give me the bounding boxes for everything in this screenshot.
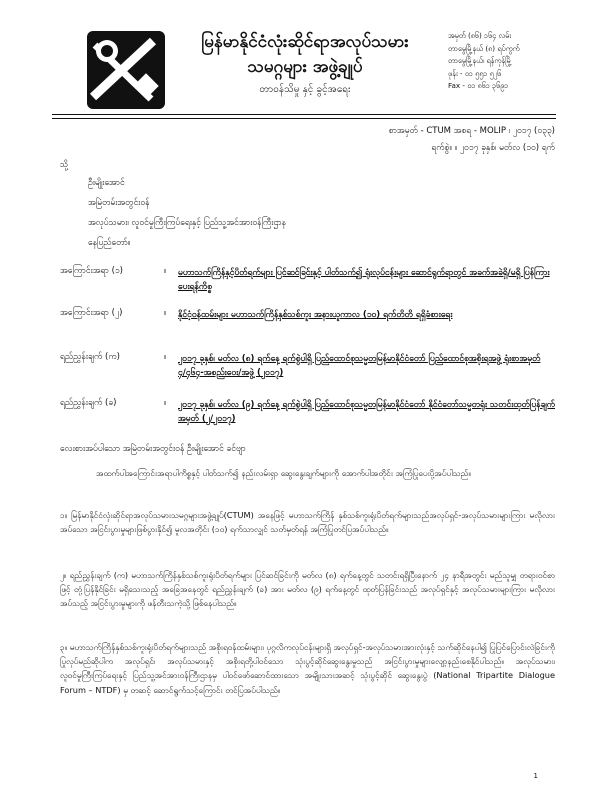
contact-address-3: တာမွေမြို့နယ်၊ ရန်ကုန်မြို့ <box>448 56 512 65</box>
paragraph-2: ၂။ ရည်ညွှန်းချက် (က) မဟာသက်ကြိန်နှစ်သစ်ကူးရုံးပိတ်ရက်များ ပြင်ဆင်ခြင်းကို မတ်လ (၈) ရက်နေ့တွင် သတင်းရရှိပြီးနောက် ၂၄ နာရီအတွင်း မည်သူမျှ တရားဝင်စာဖြင့် တုံ့ပြန်နိုင်ခြင်း မရှိသေးသည့် အခြေအနေတွင် ရည်ညွှန်းချက် (ခ) အား မတ်လ (၉) ရက်နေ့တွင် ထုတ်ပြန်ခြင်းသည် အလုပ်ရှင်နှင့် အလုပ်သမားများကြား မလိုလားအပ်သည့် အငြင်းပွားမှုများကို ဖန်တီးသကဲ့သို့ ဖြစ်နေပါသည်။ <box>60 570 555 609</box>
subject-2-colon: ။ <box>164 308 167 318</box>
paragraph-1: ၁။ မြန်မာနိုင်ငံလုံးဆိုင်ရာအလုပ်သမားသမဂ္ဂများအဖွဲ့ချုပ်(CTUM) အနေဖြင့် မဟာသက်ကြိန် နှစ်သစ်ကူးရုံးပိတ်ရက်များသည်အလုပ်ရှင်-အလုပ်သမားများကြား မလိုလားအပ်သော အငြင်းပွားမှုများဖြစ်ပွားနိုင်၍ မူလအတိုင်း (၁၀) ရက်သာလျှင် သတ်မှတ်ရန် အကြံပြုတင်ပြအပ်ပါသည်။ <box>60 510 555 535</box>
contact-fax: Fax - ၀၁ ၈၆၁ ၃၆၉၁ <box>448 81 509 90</box>
contact-address-1: အမှတ် (၈၆) ၁၆၄ လမ်း <box>448 31 512 40</box>
subject-1-label: အကြောင်းအရာ (၁) <box>60 266 123 276</box>
paragraph-3: ၃။ မဟာသက်ကြိန်နှစ်သစ်ကူးရုံးပိတ်ရက်များသည် အစိုးရဝန်ထမ်းများ၊ ပုဂ္ဂလိကလုပ်ငန်းများရှိ အလုပ်ရှင်-အလုပ်သမားအားလုံးနှင့် သက်ဆိုင်နေပါ၍ ပြုပြင်ပြောင်းလဲခြင်းကိုပြုလုပ်မည်ဆိုပါက အလုပ်ရှင်၊ အလုပ်သမားနှင့် အစိုးရတို့ပါဝင်သော သုံးပွင့်ဆိုင်ဆွေးနွေးမှုသည် အငြင်းပွားမှုများလျော့နည်းစေနိုင်ပါသည်။ အလုပ်သမား၊ လူဝင်မှုကြီးကြပ်ရေးနှင့် ပြည်သူ့အင်အားဝန်ကြီးဌာနမှ ပါဝင်ဖော်ဆောင်ထားသော အမျိုးသားအဆင့် သုံးပွင့်ဆိုင် ဆွေးနွေးပွဲ (National Tripartite Dialogue Forum – NTDF) မှ တဆင့် ဆောင်ရွက်သင့်ကြောင်း တင်ပြအပ်ပါသည်။ <box>60 642 555 695</box>
reference-b-colon: ။ <box>164 398 167 408</box>
reference-b-text: ၂၀၁၇ ခုနှစ်၊ မတ်လ (၉) ရက်နေ့ ရက်စွဲပါရှိ ပြည်ထောင်စုသမ္မတမြန်မာနိုင်ငံတော် နိုင်ငံတော်သမ္မတရုံး သတင်းထုတ်ပြန်ချက်အမှတ် (၂/၂၀၁၇) <box>178 400 556 424</box>
contact-phone: ဖုန်း - ၀၁ ၅၅၁ ၅၂၆ <box>448 68 502 78</box>
subject-2-text: နိုင်ငံ့ဝန်ထမ်းများ မဟာသက်ကြိန်နှစ်သစ်ကူး အနားယူကာလ (၁၀) ရက်တိတိ ရရှိခံစားရေး <box>178 310 453 320</box>
subject-1-colon: ။ <box>164 266 167 276</box>
salutation: လေးစားအပ်ပါသော အမြဲတမ်းအတွင်းဝန် ဦးမျိုးအောင် ခင်ဗျာ <box>60 444 246 454</box>
reference-a-text: ၂၀၁၇ ခုနှစ်၊ မတ်လ (၈) ရက်နေ့ ရက်စွဲပါရှိ ပြည်ထောင်စုသမ္မတမြန်မာနိုင်ငံတော် ပြည်ထောင်စုအစိုးရအဖွဲ့ ရုံးစာအမှတ် ၄/၄၆၄-အစည်းဝေး/အဖွဲ့ (၂၀၁၇) <box>178 354 541 378</box>
organization-name <box>180 30 430 80</box>
recipient-ministry: အလုပ်သမား၊ လူဝင်မှုကြီးကြပ်ရေးနှင့် ပြည်သူ့အင်အားဝန်ကြီးဌာန <box>88 218 287 228</box>
contact-block <box>448 30 608 93</box>
to-prefix: သို့ <box>60 160 69 170</box>
contact-address-2: တာမွေမြို့နယ် (၈) ရပ်ကွက် <box>448 43 520 53</box>
recipient-title: အမြဲတမ်းအတွင်းဝန် <box>88 198 150 208</box>
organization-motto: တာဝန်သိမှု နှင့် ခွင့်အရေး <box>259 84 351 95</box>
page-number: 1 <box>533 772 538 780</box>
letter-number: စာအမှတ် - CTUM အစရ - MOLIP ၊ ၂၀၁၇ (၀၃၃) <box>388 126 555 136</box>
subject-2-label: အကြောင်းအရာ (၂) <box>60 308 123 318</box>
organization-name-line1: မြန်မာနိုင်ငံလုံးဆိုင်ရာအလုပ်သမား <box>201 32 409 52</box>
reference-a-label: ရည်ညွှန်းချက် (က) <box>60 352 120 362</box>
reference-b-label: ရည်ညွှန်းချက် (ခ) <box>60 398 117 408</box>
organization-name-line2: သမဂ္ဂများ အဖွဲ့ချုပ် <box>247 57 363 77</box>
recipient-name: ဦးမျိုးအောင် <box>88 178 125 188</box>
reference-a-colon: ။ <box>164 352 167 362</box>
letter-date: ရက်စွဲ။ ။ ၂၀၁၇ ခုနှစ်၊ မတ်လ (၁၀) ရက် <box>431 143 555 153</box>
union-logo-icon <box>83 27 169 113</box>
header-divider-top <box>52 114 556 115</box>
subject-1-text: မဟာသက်ကြိန်နှင့်ပိတ်ရက်များ ပြင်ဆင်ခြင်းနှင့် ပါတ်သက်၍ ရုံးလုပ်ငန်းများ ဆောင်ရွက်ရာတွင် အခက်အခဲရှိ/မရှိ ပြန်ကြားပေးရန်ကိစ္စ <box>178 268 550 292</box>
recipient-city: နေပြည်တော်။ <box>88 238 131 248</box>
header-divider-bottom <box>52 118 556 119</box>
intro-paragraph: အထက်ပါအကြောင်းအရာပါကိစ္စနှင့် ပါတ်သက်၍ နည်းလမ်းရှာ ဆွေးနွေးချက်များကို အောက်ပါအတိုင်း အကြံပြုပေးပို့အပ်ပါသည်။ <box>96 468 471 478</box>
